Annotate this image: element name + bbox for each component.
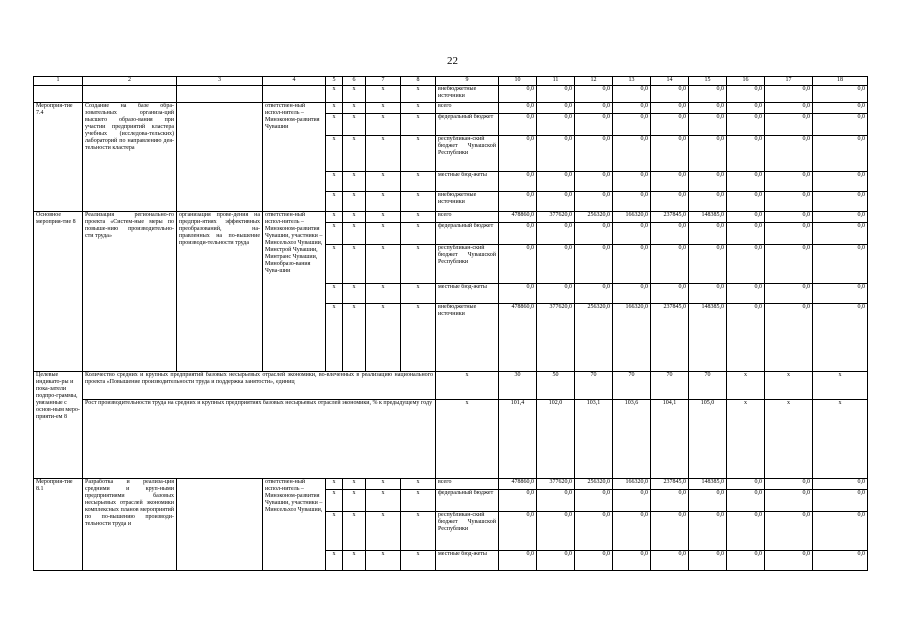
indicator-value: x [813, 372, 868, 400]
marker-cell: x [366, 551, 401, 571]
indicator-value: 30 [499, 372, 537, 400]
amount-cell: 0,0 [613, 284, 651, 304]
amount-cell: 0,0 [813, 136, 868, 172]
marker-cell: x [401, 479, 436, 490]
column-number: 6 [343, 77, 366, 86]
amount-cell: 256320,0 [575, 479, 613, 490]
empty-cell [263, 86, 326, 103]
amount-cell: 0,0 [813, 86, 868, 103]
source-cell-total: всего [436, 212, 499, 223]
source-cell-local: местные бюд-жеты [436, 172, 499, 192]
marker-cell: x [366, 136, 401, 172]
marker-cell: x [366, 86, 401, 103]
amount-cell: 0,0 [813, 551, 868, 571]
amount-cell: 0,0 [613, 86, 651, 103]
marker-cell: x [401, 512, 436, 551]
marker-cell: x [366, 512, 401, 551]
amount-cell: 0,0 [651, 86, 689, 103]
amount-cell: 0,0 [813, 114, 868, 136]
measure-result [177, 479, 263, 571]
amount-cell: 0,0 [765, 212, 813, 223]
amount-cell: 0,0 [727, 86, 765, 103]
indicator-value: 105,0 [689, 400, 727, 479]
marker-cell: x [401, 114, 436, 136]
amount-cell: 0,0 [689, 172, 727, 192]
amount-cell: 0,0 [613, 551, 651, 571]
marker-cell: x [401, 223, 436, 245]
column-number: 17 [765, 77, 813, 86]
amount-cell: 0,0 [765, 512, 813, 551]
column-number: 8 [401, 77, 436, 86]
marker-cell: x [366, 284, 401, 304]
marker-cell: x [343, 490, 366, 512]
indicator-value: x [727, 372, 765, 400]
indicator-value: 70 [613, 372, 651, 400]
source-cell-federal: федеральный бюджет [436, 490, 499, 512]
amount-cell: 0,0 [813, 490, 868, 512]
marker-cell: x [343, 136, 366, 172]
amount-cell: 0,0 [813, 212, 868, 223]
amount-cell: 0,0 [765, 136, 813, 172]
marker-cell: x [366, 103, 401, 114]
amount-cell: 0,0 [727, 490, 765, 512]
indicator-text: Рост производительности труда на средних и крупных предприятиях базовых несырьевых отраслей экономики, % к предыдущему году [83, 400, 436, 479]
amount-cell: 0,0 [651, 512, 689, 551]
indicator-marker: x [436, 400, 499, 479]
amount-cell: 0,0 [689, 192, 727, 212]
indicator-value: x [765, 372, 813, 400]
table-row [34, 400, 868, 479]
column-number: 3 [177, 77, 263, 86]
measure-executor: ответствен-ный испол-нитель – Минэконом-развития Чувашии, участники – Минсельхоз Чувашии, Минстрой Чувашии, Минтранс Чувашии, Минобразо-вания Чува-шии [263, 212, 326, 372]
table-row [34, 77, 868, 86]
marker-cell: x [366, 490, 401, 512]
source-cell-total: всего [436, 479, 499, 490]
amount-cell: 0,0 [575, 223, 613, 245]
amount-cell: 0,0 [689, 223, 727, 245]
source-cell-republican: республикан-ский бюджет Чувашской Республики [436, 245, 499, 284]
amount-cell: 0,0 [765, 284, 813, 304]
column-number: 14 [651, 77, 689, 86]
indicator-value: 103,1 [575, 400, 613, 479]
marker-cell: x [343, 223, 366, 245]
column-number: 10 [499, 77, 537, 86]
indicator-value: x [727, 400, 765, 479]
marker-cell: x [343, 192, 366, 212]
indicator-value: 50 [537, 372, 575, 400]
source-cell-total: всего [436, 103, 499, 114]
amount-cell: 0,0 [613, 245, 651, 284]
amount-cell: 0,0 [813, 284, 868, 304]
targets-label: Целевые индикато-ры и пока-затели подпро-граммы, увязанные с основ-ным меро-прияти-ем 8 [34, 372, 83, 479]
amount-cell: 0,0 [613, 136, 651, 172]
amount-cell: 0,0 [813, 512, 868, 551]
amount-cell: 0,0 [765, 490, 813, 512]
amount-cell: 0,0 [651, 172, 689, 192]
marker-cell: x [326, 284, 343, 304]
indicator-marker: x [436, 372, 499, 400]
amount-cell: 0,0 [537, 223, 575, 245]
amount-cell: 0,0 [613, 103, 651, 114]
amount-cell: 256320,0 [575, 212, 613, 223]
marker-cell: x [366, 114, 401, 136]
amount-cell: 0,0 [613, 223, 651, 245]
amount-cell: 0,0 [765, 304, 813, 372]
table-row [34, 86, 868, 103]
amount-cell: 0,0 [499, 172, 537, 192]
marker-cell: x [401, 103, 436, 114]
amount-cell: 0,0 [813, 245, 868, 284]
marker-cell: x [401, 304, 436, 372]
amount-cell: 0,0 [727, 103, 765, 114]
amount-cell: 0,0 [727, 223, 765, 245]
amount-cell: 0,0 [537, 86, 575, 103]
amount-cell: 0,0 [765, 479, 813, 490]
measure-code: Мероприя-тие 8.1 [34, 479, 83, 571]
marker-cell: x [366, 223, 401, 245]
marker-cell: x [366, 479, 401, 490]
marker-cell: x [343, 284, 366, 304]
amount-cell: 0,0 [727, 136, 765, 172]
marker-cell: x [366, 304, 401, 372]
amount-cell: 0,0 [575, 86, 613, 103]
amount-cell: 0,0 [575, 172, 613, 192]
amount-cell: 0,0 [537, 136, 575, 172]
amount-cell: 0,0 [727, 304, 765, 372]
amount-cell: 0,0 [689, 114, 727, 136]
amount-cell: 0,0 [537, 490, 575, 512]
marker-cell: x [343, 114, 366, 136]
source-cell-federal: федеральный бюджет [436, 114, 499, 136]
amount-cell: 0,0 [727, 114, 765, 136]
amount-cell: 0,0 [537, 512, 575, 551]
amount-cell: 377620,0 [537, 304, 575, 372]
measure-code: Основное мероприя-тие 8 [34, 212, 83, 372]
amount-cell: 0,0 [651, 245, 689, 284]
marker-cell: x [326, 479, 343, 490]
empty-cell [34, 86, 83, 103]
amount-cell: 0,0 [727, 512, 765, 551]
amount-cell: 0,0 [813, 103, 868, 114]
amount-cell: 0,0 [651, 551, 689, 571]
amount-cell: 0,0 [499, 490, 537, 512]
column-number: 2 [83, 77, 177, 86]
amount-cell: 0,0 [613, 512, 651, 551]
amount-cell: 0,0 [765, 103, 813, 114]
marker-cell: x [343, 245, 366, 284]
amount-cell: 0,0 [499, 512, 537, 551]
amount-cell: 0,0 [575, 551, 613, 571]
amount-cell: 0,0 [813, 192, 868, 212]
table-row [34, 372, 868, 400]
amount-cell: 0,0 [727, 551, 765, 571]
measure-code: Мероприя-тие 7.4 [34, 103, 83, 212]
marker-cell: x [343, 86, 366, 103]
amount-cell: 0,0 [537, 284, 575, 304]
column-number: 12 [575, 77, 613, 86]
marker-cell: x [401, 551, 436, 571]
amount-cell: 0,0 [651, 284, 689, 304]
amount-cell: 0,0 [499, 551, 537, 571]
marker-cell: x [326, 103, 343, 114]
marker-cell: x [326, 490, 343, 512]
amount-cell: 0,0 [813, 304, 868, 372]
amount-cell: 377620,0 [537, 479, 575, 490]
amount-cell: 0,0 [613, 192, 651, 212]
amount-cell: 377620,0 [537, 212, 575, 223]
measure-name: Разработка и реализа-ция средними и круп-ными предприятиями базовых несырьевых отраслей экономики комплексных планов мероприятий по по-вышению производи-тельности труда и [83, 479, 177, 571]
source-cell-extrabudget: внебюджетные источники [436, 86, 499, 103]
amount-cell: 0,0 [765, 86, 813, 103]
amount-cell: 0,0 [613, 114, 651, 136]
amount-cell: 237845,0 [651, 212, 689, 223]
marker-cell: x [326, 192, 343, 212]
indicator-value: x [765, 400, 813, 479]
amount-cell: 148385,0 [689, 304, 727, 372]
marker-cell: x [401, 284, 436, 304]
table-row [34, 479, 868, 490]
amount-cell: 0,0 [765, 223, 813, 245]
source-cell-local: местные бюд-жеты [436, 284, 499, 304]
indicator-value: 70 [689, 372, 727, 400]
column-number: 5 [326, 77, 343, 86]
amount-cell: 0,0 [537, 114, 575, 136]
empty-cell [83, 86, 177, 103]
amount-cell: 237845,0 [651, 479, 689, 490]
column-number: 13 [613, 77, 651, 86]
marker-cell: x [366, 212, 401, 223]
indicator-value: 101,4 [499, 400, 537, 479]
amount-cell: 0,0 [813, 172, 868, 192]
measure-name: Реализация регионально-го проекта «Систем-ные меры по повыше-нию производительно-сти труда» [83, 212, 177, 372]
measure-result: организация прове-дения на предпри-ятиях эффективных преобразований, на-правленных на по-вышение производи-тельности труда [177, 212, 263, 372]
amount-cell: 0,0 [575, 114, 613, 136]
marker-cell: x [326, 212, 343, 223]
marker-cell: x [366, 192, 401, 212]
amount-cell: 0,0 [651, 136, 689, 172]
measure-name: Создание на базе обра-зовательных организа-ций высшего образо-вания при участии предприятий кластера учебных (исследова-тельских) лабораторий по направлению дея-тельности кластера [83, 103, 177, 212]
empty-cell [177, 86, 263, 103]
source-cell-republican: республикан-ский бюджет Чувашской Республики [436, 512, 499, 551]
marker-cell: x [343, 172, 366, 192]
column-number: 1 [34, 77, 83, 86]
source-cell-republican: республикан-ский бюджет Чувашской Республики [436, 136, 499, 172]
marker-cell: x [401, 245, 436, 284]
amount-cell: 0,0 [765, 192, 813, 212]
indicator-value: x [813, 400, 868, 479]
amount-cell: 0,0 [537, 245, 575, 284]
amount-cell: 0,0 [537, 103, 575, 114]
page-number: 22 [447, 55, 458, 67]
amount-cell: 0,0 [499, 136, 537, 172]
column-number: 9 [436, 77, 499, 86]
amount-cell: 0,0 [651, 103, 689, 114]
amount-cell: 0,0 [499, 86, 537, 103]
marker-cell: x [401, 212, 436, 223]
amount-cell: 0,0 [537, 172, 575, 192]
marker-cell: x [366, 172, 401, 192]
marker-cell: x [401, 136, 436, 172]
column-number: 7 [366, 77, 401, 86]
indicator-value: 70 [651, 372, 689, 400]
amount-cell: 0,0 [575, 284, 613, 304]
marker-cell: x [326, 172, 343, 192]
amount-cell: 0,0 [651, 114, 689, 136]
marker-cell: x [326, 245, 343, 284]
amount-cell: 0,0 [765, 114, 813, 136]
indicator-text: Количество средних и крупных предприятий базовых несырьевых отраслей экономики, во-влеченных в реализацию национального проекта «Повышение производительности труда и поддержка занятости», единиц [83, 372, 436, 400]
column-number: 18 [813, 77, 868, 86]
amount-cell: 0,0 [575, 245, 613, 284]
marker-cell: x [343, 479, 366, 490]
column-number: 11 [537, 77, 575, 86]
amount-cell: 0,0 [499, 245, 537, 284]
amount-cell: 0,0 [651, 490, 689, 512]
amount-cell: 148385,0 [689, 479, 727, 490]
amount-cell: 0,0 [499, 284, 537, 304]
amount-cell: 0,0 [727, 212, 765, 223]
amount-cell: 0,0 [765, 245, 813, 284]
amount-cell: 0,0 [689, 103, 727, 114]
amount-cell: 0,0 [613, 172, 651, 192]
marker-cell: x [326, 86, 343, 103]
marker-cell: x [366, 245, 401, 284]
amount-cell: 0,0 [689, 284, 727, 304]
amount-cell: 0,0 [575, 136, 613, 172]
amount-cell: 0,0 [689, 512, 727, 551]
indicator-value: 70 [575, 372, 613, 400]
amount-cell: 0,0 [727, 245, 765, 284]
amount-cell: 0,0 [537, 192, 575, 212]
amount-cell: 166320,0 [613, 479, 651, 490]
source-cell-federal: федеральный бюджет [436, 223, 499, 245]
marker-cell: x [326, 304, 343, 372]
measure-result [177, 103, 263, 212]
marker-cell: x [326, 551, 343, 571]
amount-cell: 0,0 [499, 114, 537, 136]
column-number: 4 [263, 77, 326, 86]
budget-table [33, 76, 868, 571]
amount-cell: 0,0 [499, 103, 537, 114]
amount-cell: 237845,0 [651, 304, 689, 372]
amount-cell: 0,0 [727, 479, 765, 490]
column-number: 16 [727, 77, 765, 86]
amount-cell: 0,0 [575, 512, 613, 551]
indicator-value: 103,6 [613, 400, 651, 479]
amount-cell: 148385,0 [689, 212, 727, 223]
amount-cell: 0,0 [689, 490, 727, 512]
marker-cell: x [326, 512, 343, 551]
amount-cell: 166320,0 [613, 212, 651, 223]
marker-cell: x [343, 551, 366, 571]
amount-cell: 0,0 [765, 172, 813, 192]
marker-cell: x [401, 86, 436, 103]
amount-cell: 478860,0 [499, 304, 537, 372]
marker-cell: x [343, 304, 366, 372]
amount-cell: 0,0 [689, 86, 727, 103]
amount-cell: 0,0 [689, 245, 727, 284]
marker-cell: x [326, 114, 343, 136]
amount-cell: 478860,0 [499, 479, 537, 490]
source-cell-extrabudget: внебюджетные источники [436, 192, 499, 212]
amount-cell: 0,0 [727, 192, 765, 212]
amount-cell: 0,0 [689, 551, 727, 571]
column-number: 15 [689, 77, 727, 86]
amount-cell: 0,0 [651, 223, 689, 245]
marker-cell: x [401, 192, 436, 212]
amount-cell: 166320,0 [613, 304, 651, 372]
marker-cell: x [343, 512, 366, 551]
measure-executor: ответствен-ный испол-нитель – Минэконом-развития Чувашии [263, 103, 326, 212]
marker-cell: x [326, 136, 343, 172]
amount-cell: 0,0 [499, 223, 537, 245]
marker-cell: x [343, 103, 366, 114]
amount-cell: 0,0 [575, 103, 613, 114]
marker-cell: x [343, 212, 366, 223]
amount-cell: 0,0 [727, 172, 765, 192]
amount-cell: 0,0 [613, 490, 651, 512]
source-cell-extrabudget: внебюджетные источники [436, 304, 499, 372]
indicator-value: 102,0 [537, 400, 575, 479]
amount-cell: 0,0 [813, 223, 868, 245]
amount-cell: 478860,0 [499, 212, 537, 223]
amount-cell: 0,0 [651, 192, 689, 212]
amount-cell: 0,0 [689, 136, 727, 172]
marker-cell: x [326, 223, 343, 245]
amount-cell: 0,0 [575, 192, 613, 212]
amount-cell: 256320,0 [575, 304, 613, 372]
amount-cell: 0,0 [499, 192, 537, 212]
source-cell-local: местные бюд-жеты [436, 551, 499, 571]
table-row [34, 103, 868, 114]
indicator-value: 104,1 [651, 400, 689, 479]
measure-executor: ответствен-ный испол-нитель – Минэконом-развития Чувашии, участники – Минсельхоз Чувашии, [263, 479, 326, 571]
amount-cell: 0,0 [813, 479, 868, 490]
amount-cell: 0,0 [727, 284, 765, 304]
table-row [34, 212, 868, 223]
marker-cell: x [401, 172, 436, 192]
amount-cell: 0,0 [537, 551, 575, 571]
marker-cell: x [401, 490, 436, 512]
amount-cell: 0,0 [575, 490, 613, 512]
amount-cell: 0,0 [765, 551, 813, 571]
